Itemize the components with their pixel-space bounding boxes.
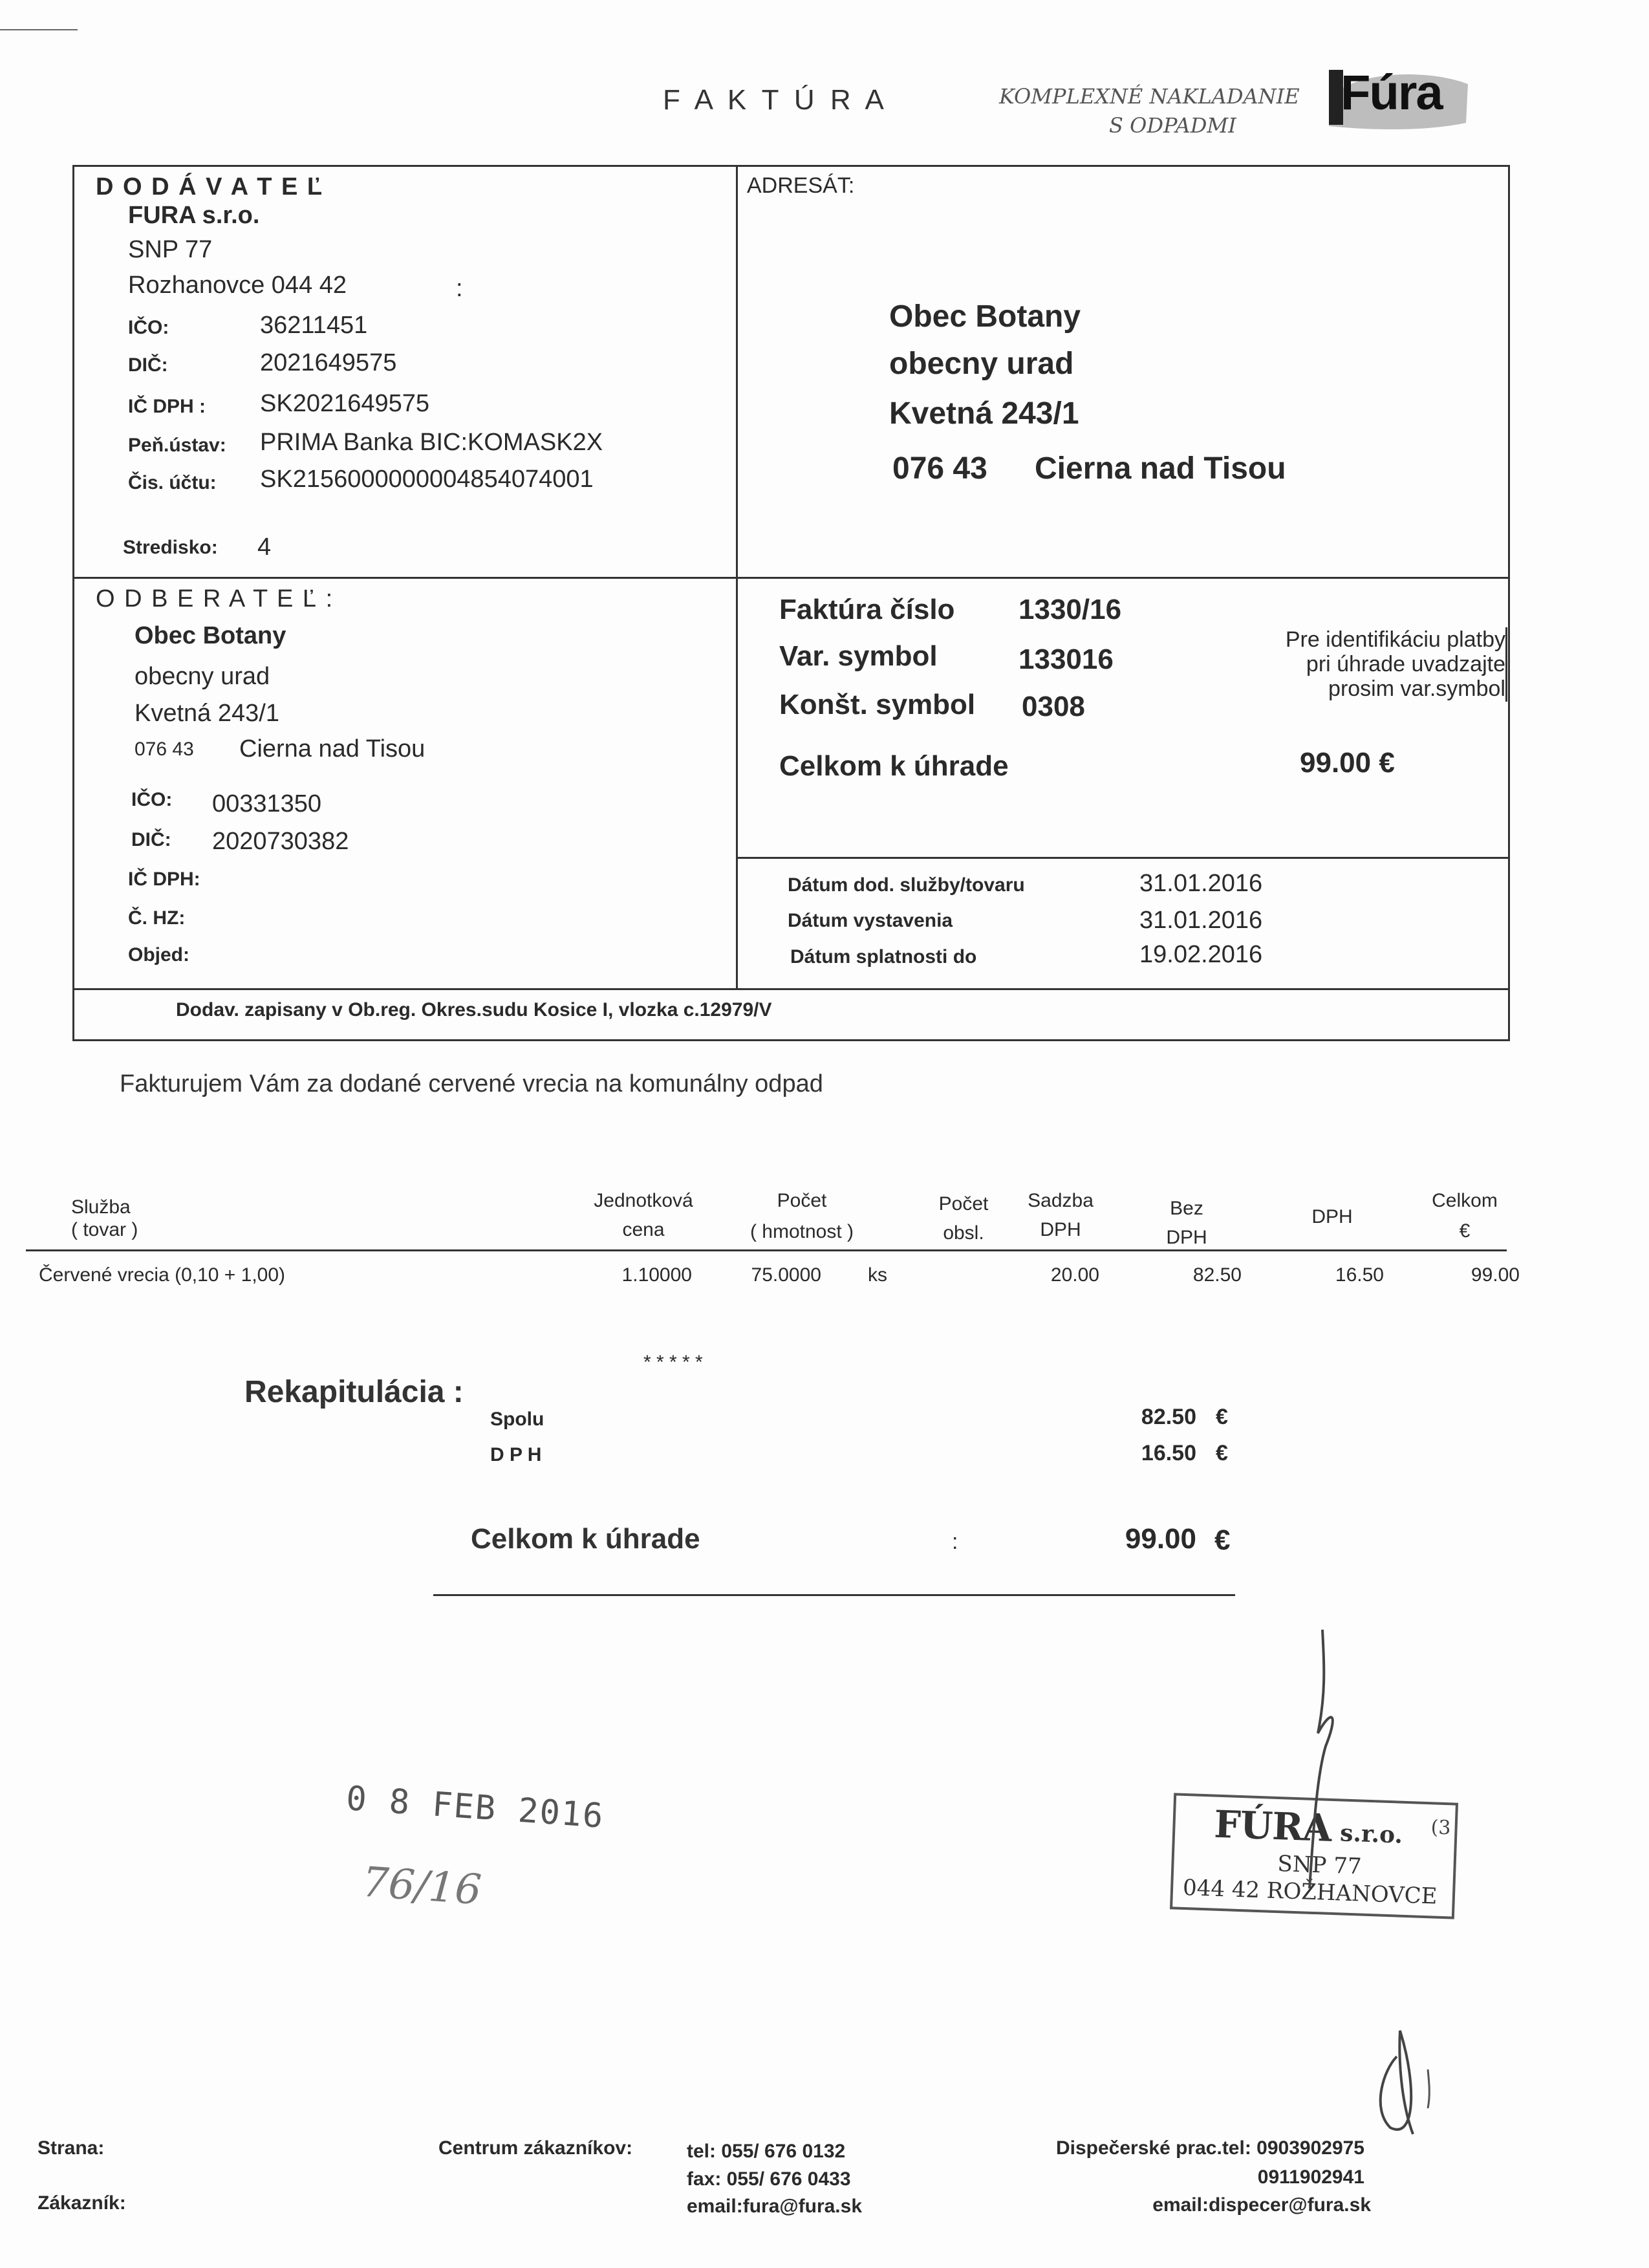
- customer-ico: 00331350: [212, 790, 322, 817]
- col-rate-2: DPH: [1040, 1219, 1081, 1240]
- supplier-heading: D O D Á V A T E Ľ: [96, 173, 324, 200]
- payment-note-line2: pri úhrade uvadzajte: [1306, 652, 1505, 676]
- received-date-stamp: 0 8 FEB 2016: [345, 1779, 606, 1836]
- payment-note-bracket: [1505, 627, 1507, 702]
- footer-email: email:fura@fura.sk: [687, 2196, 863, 2217]
- stamp-street: SNP 77: [1277, 1851, 1363, 1880]
- supplier-bank-label: Peň.ústav:: [128, 435, 226, 456]
- customer-office: obecny urad: [135, 663, 270, 690]
- col-qty-obsl-1: Počet: [938, 1193, 989, 1215]
- supplier-stredisko: 4: [257, 534, 272, 561]
- footer-tel: tel: 055/ 676 0132: [687, 2141, 846, 2162]
- date-due: 19.02.2016: [1139, 941, 1263, 968]
- customer-dic-label: DIČ:: [131, 829, 171, 850]
- var-symbol-label: Var. symbol: [779, 640, 938, 672]
- footer-dispatch-tel2: 0911902941: [1257, 2166, 1364, 2188]
- stamp-company-name: FÚRA: [1213, 1802, 1332, 1850]
- recap-dph: 16.50: [1141, 1441, 1196, 1465]
- customer-zip: 076 43: [135, 739, 194, 760]
- konst-symbol: 0308: [1022, 691, 1085, 722]
- total-due-label: Celkom k úhrade: [779, 750, 1009, 782]
- supplier-bank: PRIMA Banka BIC:KOMASK2X: [260, 429, 603, 456]
- col-net-2: DPH: [1166, 1227, 1207, 1248]
- row-vat: 16.50: [1335, 1264, 1384, 1286]
- registration-divider: [72, 988, 1510, 990]
- customer-icdph-label: IČ DPH:: [128, 869, 200, 890]
- footer-strana-label: Strana:: [38, 2137, 105, 2159]
- stamp-company-suffix: s.r.o.: [1339, 1819, 1403, 1849]
- supplier-dic-label: DIČ:: [128, 354, 168, 376]
- logo-slogan-line1: KOMPLEXNÉ NAKLADANIE: [999, 84, 1300, 109]
- date-issue-label: Dátum vystavenia: [788, 910, 953, 931]
- konst-symbol-label: Konšt. symbol: [779, 689, 976, 720]
- supplier-account: SK2156000000004854074001: [260, 466, 594, 493]
- dates-divider: [736, 857, 1510, 859]
- col-total-1: Celkom: [1432, 1190, 1498, 1211]
- col-vat: DPH: [1311, 1206, 1353, 1227]
- footer-fax: fax: 055/ 676 0433: [687, 2168, 851, 2190]
- row-rate: 20.00: [1050, 1264, 1099, 1286]
- customer-heading: O D B E R A T E Ľ :: [96, 585, 334, 612]
- supplier-name: FURA s.r.o.: [128, 202, 260, 229]
- date-delivery: 31.01.2016: [1139, 870, 1263, 897]
- recap-dph-currency: €: [1216, 1441, 1228, 1465]
- supplier-city: Rozhanovce 044 42: [128, 272, 347, 299]
- signature-icon: [1287, 1617, 1513, 2166]
- customer-street: Kvetná 243/1: [135, 700, 279, 727]
- col-qty-obsl-2: obsl.: [943, 1222, 984, 1244]
- customer-dic: 2020730382: [212, 828, 349, 855]
- company-logo: [1322, 65, 1471, 136]
- customer-name: Obec Botany: [135, 622, 286, 649]
- recap-spolu: 82.50: [1141, 1405, 1196, 1429]
- recap-spolu-label: Spolu: [490, 1409, 544, 1430]
- addressee-heading: ADRESÁT:: [747, 173, 855, 198]
- recap-dph-label: D P H: [490, 1444, 542, 1465]
- supplier-street: SNP 77: [128, 236, 213, 263]
- row-net: 82.50: [1192, 1264, 1242, 1286]
- col-unit-price-1: Jednotková: [594, 1190, 693, 1211]
- supplier-colon: :: [456, 275, 463, 302]
- footer-dispatch-tel: Dispečerské prac.tel: 0903902975: [1055, 2137, 1364, 2159]
- customer-city: Cierna nad Tisou: [239, 735, 426, 762]
- addressee-street: Kvetná 243/1: [889, 396, 1079, 431]
- addressee-invoice-divider: [736, 577, 1510, 579]
- col-service-1: Služba: [71, 1196, 131, 1218]
- recap-total-rule: [433, 1594, 1235, 1596]
- col-unit-price-2: cena: [622, 1219, 665, 1240]
- payment-note-line3: prosim var.symbol: [1328, 676, 1505, 701]
- table-header-rule: [26, 1249, 1507, 1251]
- stamp-city: 044 42 ROŽHANOVCE: [1182, 1874, 1438, 1910]
- logo-brand: Fúra: [1341, 65, 1442, 120]
- invoice-number: 1330/16: [1018, 594, 1122, 625]
- supplier-ico-label: IČO:: [128, 317, 169, 338]
- stamp-number: (3: [1430, 1816, 1452, 1840]
- footer-dispatch-email: email:dispecer@fura.sk: [1152, 2194, 1371, 2216]
- addressee-name: Obec Botany: [889, 299, 1081, 334]
- footer-centrum-label: Centrum zákazníkov:: [438, 2137, 633, 2159]
- col-qty-1: Počet: [777, 1190, 827, 1211]
- col-total-2: €: [1459, 1220, 1471, 1242]
- invoice-number-label: Faktúra číslo: [779, 594, 955, 625]
- supplier-stredisko-label: Stredisko:: [123, 537, 218, 558]
- row-qty: 75.0000: [751, 1264, 821, 1286]
- col-net-1: Bez: [1170, 1198, 1203, 1219]
- row-service: Červené vrecia (0,10 + 1,00): [39, 1264, 286, 1286]
- supplier-account-label: Čis. účtu:: [128, 472, 217, 493]
- supplier-customer-divider: [72, 577, 737, 579]
- supplier-ico: 36211451: [260, 312, 368, 339]
- recap-total-label: Celkom k úhrade: [471, 1523, 700, 1555]
- row-total: 99.00: [1471, 1264, 1520, 1286]
- supplier-dic: 2021649575: [260, 349, 397, 376]
- registration-note: Dodav. zapisany v Ob.reg. Okres.sudu Kosice I, vlozka c.12979/V: [176, 999, 772, 1021]
- customer-ico-label: IČO:: [131, 789, 173, 810]
- col-qty-2: ( hmotnost ): [749, 1221, 854, 1242]
- received-handwritten-number: 76/16: [360, 1858, 483, 1915]
- invoice-intro: Fakturujem Vám za dodané cervené vrecia na komunálny odpad: [120, 1070, 823, 1097]
- var-symbol: 133016: [1018, 643, 1114, 675]
- supplier-icdph: SK2021649575: [260, 390, 430, 417]
- separator-stars: * * * * *: [643, 1352, 703, 1373]
- scan-mark: [0, 29, 78, 30]
- row-unit-price: 1.10000: [621, 1264, 692, 1286]
- col-service-2: ( tovar ): [71, 1219, 138, 1240]
- customer-hz-label: Č. HZ:: [128, 907, 186, 929]
- addressee-office: obecny urad: [889, 347, 1074, 381]
- customer-objed-label: Objed:: [128, 944, 189, 966]
- recap-total: 99.00: [1125, 1523, 1196, 1555]
- footer-zakaznik-label: Zákazník:: [38, 2192, 126, 2214]
- row-unit: ks: [868, 1264, 887, 1286]
- date-due-label: Dátum splatnosti do: [790, 946, 977, 967]
- logo-slogan-line2: S ODPADMI: [1109, 113, 1236, 138]
- page-title: F A K T Ú R A: [663, 84, 888, 116]
- total-due: 99.00 €: [1300, 747, 1395, 779]
- addressee-city: Cierna nad Tisou: [1035, 451, 1286, 486]
- recap-total-colon: :: [952, 1529, 958, 1554]
- recap-heading: Rekapitulácia :: [244, 1375, 464, 1409]
- addressee-zip: 076 43: [892, 451, 987, 486]
- date-issue: 31.01.2016: [1139, 907, 1263, 934]
- col-rate-1: Sadzba: [1028, 1190, 1094, 1211]
- payment-note-line1: Pre identifikáciu platby: [1285, 627, 1505, 652]
- recap-spolu-currency: €: [1216, 1405, 1228, 1429]
- supplier-icdph-label: IČ DPH :: [128, 396, 206, 417]
- recap-total-currency: €: [1214, 1524, 1231, 1556]
- date-delivery-label: Dátum dod. služby/tovaru: [788, 874, 1025, 896]
